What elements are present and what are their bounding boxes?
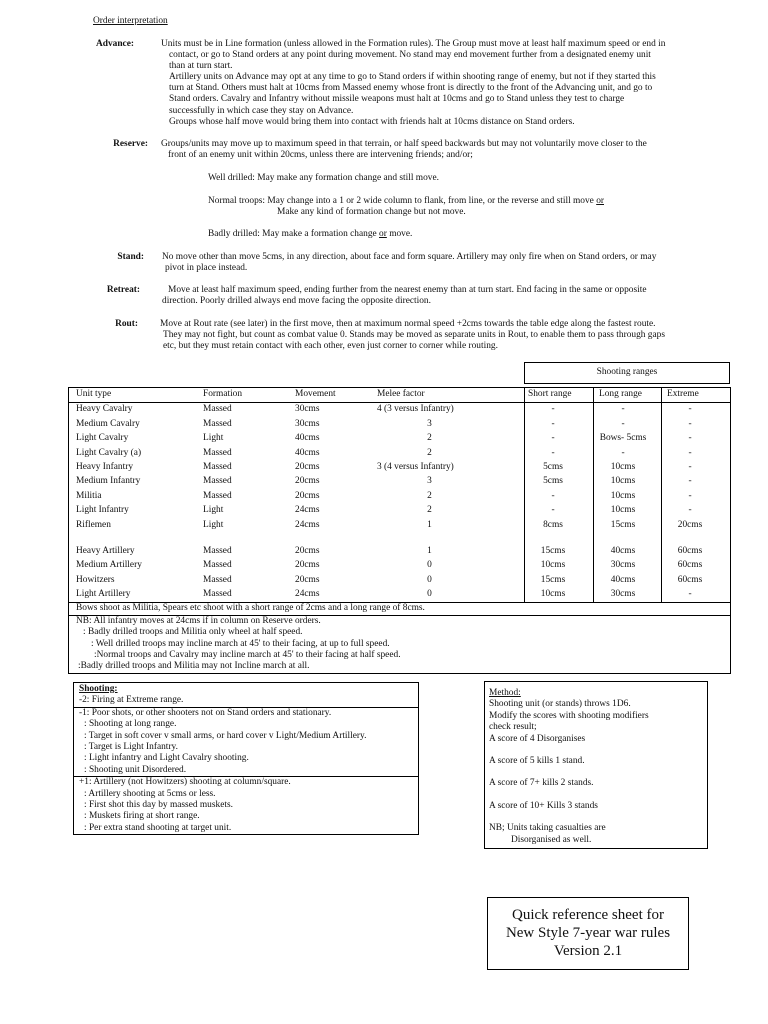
cell-movement: 24cms xyxy=(295,589,320,600)
retreat-label: Retreat: xyxy=(106,285,140,295)
cell-unit-type: Medium Cavalry xyxy=(76,418,140,429)
unit-rows xyxy=(69,403,730,533)
cell-melee-factor: 2 xyxy=(427,490,432,501)
cell-short-range: 15cms xyxy=(540,545,566,556)
cell-unit-type: Medium Artillery xyxy=(76,560,142,571)
method-result: A score of 5 kills 1 stand. xyxy=(489,755,585,766)
cell-formation: Massed xyxy=(203,545,232,556)
cell-movement: 30cms xyxy=(295,418,320,429)
cell-movement: 24cms xyxy=(295,505,320,516)
bows-note: Bows shoot as Militia, Spears etc shoot with a short range of 2cms and a long range of 8cms. xyxy=(76,603,425,614)
cell-short-range: 15cms xyxy=(540,574,566,585)
artillery-rows xyxy=(69,545,730,603)
cell-short-range: 10cms xyxy=(540,560,566,571)
cell-melee-factor: 4 (3 versus Infantry) xyxy=(377,404,454,415)
cell-unit-type: Light Infantry xyxy=(76,505,129,516)
modifier-line: : Shooting unit Disordered. xyxy=(84,764,187,775)
shooting-ranges-header: Shooting ranges xyxy=(524,362,730,384)
cell-movement: 30cms xyxy=(295,404,320,415)
cell-formation: Massed xyxy=(203,418,232,429)
modifier-line: : Light infantry and Light Cavalry shooting. xyxy=(84,753,249,764)
cell-melee-factor: 2 xyxy=(427,433,432,444)
table-row xyxy=(69,588,730,602)
column-divider xyxy=(524,388,525,603)
cell-formation: Massed xyxy=(203,404,232,415)
table-row xyxy=(69,403,730,417)
table-row xyxy=(69,432,730,446)
reserve-text: Groups/units may move up to maximum speed in that terrain, or half speed backwards but may not voluntarily move closer to the front of an enemy unit within 20cms, unless there are intervening friends; and/or; xyxy=(161,139,647,161)
table-header-row xyxy=(69,388,730,403)
cell-movement: 20cms xyxy=(295,461,320,472)
table-row xyxy=(69,475,730,489)
cell-unit-type: Light Cavalry (a) xyxy=(76,447,142,458)
title-line-3: Version 2.1 xyxy=(553,943,623,959)
reserve-label: Reserve: xyxy=(113,139,148,149)
header-long-range: Long range xyxy=(599,389,642,399)
nb-line: :Normal troops and Cavalry may incline march at 45' to their facing at half speed. xyxy=(94,650,401,661)
cell-formation: Light xyxy=(203,505,224,516)
cell-long-range: - xyxy=(621,404,625,415)
cell-melee-factor: 3 xyxy=(427,418,432,429)
nb-line: : Badly drilled troops and Militia only wheel at half speed. xyxy=(83,627,303,638)
header-unit-type: Unit type xyxy=(76,389,112,399)
cell-long-range: Bows- 5cms xyxy=(599,433,647,444)
cell-melee-factor: 3 (4 versus Infantry) xyxy=(377,461,454,472)
cell-formation: Massed xyxy=(203,560,232,571)
cell-formation: Massed xyxy=(203,476,232,487)
cell-long-range: 40cms xyxy=(610,574,636,585)
cell-movement: 40cms xyxy=(295,447,320,458)
table-row xyxy=(69,447,730,461)
header-formation: Formation xyxy=(203,389,243,399)
method-result: A score of 10+ Kills 3 stands xyxy=(489,800,598,811)
method-nb: Disorganised as well. xyxy=(511,834,592,845)
cell-melee-factor: 2 xyxy=(427,505,432,516)
title-line-1: Quick reference sheet for xyxy=(512,907,664,923)
table-row xyxy=(69,559,730,573)
nb-line: :Badly drilled troops and Militia may not Incline march at all. xyxy=(78,661,310,672)
title-line-2: New Style 7-year war rules xyxy=(505,925,671,941)
cell-long-range: 10cms xyxy=(610,490,636,501)
cell-short-range: - xyxy=(551,490,555,501)
cell-long-range: 30cms xyxy=(610,589,636,600)
cell-movement: 20cms xyxy=(295,574,320,585)
cell-formation: Massed xyxy=(203,447,232,458)
modifier-line: +1: Artillery (not Howitzers) shooting at column/square. xyxy=(79,777,291,788)
reserve-well-drilled: Well drilled: May make any formation change and still move. xyxy=(208,173,439,183)
modifier-line: -1: Poor shots, or other shooters not on Stand orders and stationary. xyxy=(79,707,332,718)
cell-long-range: 10cms xyxy=(610,461,636,472)
cell-long-range: - xyxy=(621,447,625,458)
page-heading: Order interpretation xyxy=(93,16,168,26)
table-notes xyxy=(69,602,730,672)
cell-extreme: - xyxy=(688,490,692,501)
stand-text: No move other than move 5cms, in any direction, about face and form square. Artillery may only fire when on Stand orders, or may pivot in place instead. xyxy=(162,252,657,274)
header-melee-factor: Melee factor xyxy=(377,389,425,399)
cell-unit-type: Heavy Cavalry xyxy=(76,404,133,415)
modifier-line: : Shooting at long range. xyxy=(84,719,177,730)
method-line: Modify the scores with shooting modifiers xyxy=(489,710,649,721)
cell-movement: 40cms xyxy=(295,433,320,444)
modifier-line: : Artillery shooting at 5cms or less. xyxy=(84,788,216,799)
cell-extreme: - xyxy=(688,589,692,600)
modifier-line: : First shot this day by massed muskets. xyxy=(84,799,233,810)
cell-short-range: 10cms xyxy=(540,589,566,600)
method-box xyxy=(484,681,708,849)
cell-formation: Massed xyxy=(203,461,232,472)
cell-short-range: 8cms xyxy=(543,519,563,530)
rout-label: Rout: xyxy=(115,319,138,329)
method-nb: NB; Units taking casualties are xyxy=(489,823,606,834)
cell-short-range: - xyxy=(551,418,555,429)
cell-extreme: 60cms xyxy=(677,545,703,556)
header-extreme: Extreme xyxy=(667,389,699,399)
cell-extreme: - xyxy=(688,461,692,472)
modifier-line: : Per extra stand shooting at target unit. xyxy=(84,822,232,833)
cell-melee-factor: 2 xyxy=(427,447,432,458)
cell-short-range: - xyxy=(551,433,555,444)
cell-movement: 20cms xyxy=(295,545,320,556)
modifier-line: -2: Firing at Extreme range. xyxy=(79,695,184,706)
cell-movement: 20cms xyxy=(295,476,320,487)
retreat-text: Move at least half maximum speed, ending further from the nearest enemy than at turn start. End facing in the same or opposite direction. Poorly drilled always end move facing the opposite direction. xyxy=(162,285,647,307)
cell-movement: 24cms xyxy=(295,519,320,530)
cell-extreme: - xyxy=(688,418,692,429)
cell-short-range: - xyxy=(551,447,555,458)
cell-melee-factor: 1 xyxy=(427,519,432,530)
table-row xyxy=(69,461,730,475)
header-movement: Movement xyxy=(295,389,336,399)
title-box xyxy=(487,897,689,970)
cell-melee-factor: 0 xyxy=(427,589,432,600)
cell-extreme: 60cms xyxy=(677,574,703,585)
table-row xyxy=(69,574,730,588)
cell-melee-factor: 0 xyxy=(427,560,432,571)
shooting-modifiers-box xyxy=(73,682,419,835)
table-row xyxy=(69,545,730,559)
cell-formation: Light xyxy=(203,433,224,444)
shooting-title: Shooting: xyxy=(79,684,118,694)
cell-unit-type: Militia xyxy=(76,490,102,501)
cell-extreme: - xyxy=(688,433,692,444)
reserve-normal-troops-2: Make any kind of formation change but not move. xyxy=(277,207,466,217)
cell-formation: Massed xyxy=(203,490,232,501)
method-title: Method: xyxy=(489,688,521,698)
cell-long-range: 10cms xyxy=(610,476,636,487)
table-row xyxy=(69,519,730,533)
cell-unit-type: Medium Infantry xyxy=(76,476,141,487)
cell-short-range: - xyxy=(551,505,555,516)
cell-melee-factor: 1 xyxy=(427,545,432,556)
cell-extreme: - xyxy=(688,476,692,487)
cell-extreme: - xyxy=(688,404,692,415)
cell-extreme: - xyxy=(688,447,692,458)
modifier-line: : Muskets firing at short range. xyxy=(84,811,200,822)
stand-label: Stand: xyxy=(117,252,144,262)
advance-text: Units must be in Line formation (unless allowed in the Formation rules). The Group must move at least half maximum speed or end in contact, or go to Stand orders at any point during movement. No stand may end movement further from a designated enemy unit than at turn start. Artillery units on Advance may opt at any time to go to Stand orders if within shooting range of enemy, but not if they started this turn at Stand. Others must halt at 10cms from Massed enemy whose front is directly to the front of the Advancing unit, and go to Stand orders. Cavalry and Infantry without missile weapons must halt at 10cms and go to Stand unless they test to charge successfully in which case they stay on Advance. Groups whose half move would bring them into contact with friends halt at 10cms distance on Stand orders. xyxy=(161,39,666,127)
cell-formation: Massed xyxy=(203,574,232,585)
cell-long-range: 30cms xyxy=(610,560,636,571)
cell-formation: Light xyxy=(203,519,224,530)
reserve-badly-drilled: Badly drilled: May make a formation change or move. xyxy=(208,229,413,239)
cell-unit-type: Heavy Artillery xyxy=(76,545,135,556)
cell-short-range: 5cms xyxy=(543,476,563,487)
cell-movement: 20cms xyxy=(295,560,320,571)
advance-label: Advance: xyxy=(95,39,134,49)
table-row xyxy=(69,504,730,518)
method-line: check result; xyxy=(489,722,537,733)
cell-long-range: 40cms xyxy=(610,545,636,556)
cell-extreme: - xyxy=(688,505,692,516)
column-divider xyxy=(593,388,594,603)
reserve-normal-troops: Normal troops: May change into a 1 or 2 wide column to flank, from line, or the reverse and still move or xyxy=(208,196,604,206)
cell-short-range: 5cms xyxy=(543,461,563,472)
cell-short-range: - xyxy=(551,404,555,415)
cell-unit-type: Riflemen xyxy=(76,519,111,530)
cell-unit-type: Heavy Infantry xyxy=(76,461,134,472)
cell-long-range: 15cms xyxy=(610,519,636,530)
modifier-line: : Target is Light Infantry. xyxy=(84,741,178,752)
cell-long-range: 10cms xyxy=(610,505,636,516)
header-short-range: Short range xyxy=(528,389,572,399)
cell-melee-factor: 3 xyxy=(427,476,432,487)
cell-unit-type: Light Cavalry xyxy=(76,433,129,444)
table-row xyxy=(69,418,730,432)
cell-unit-type: Light Artillery xyxy=(76,589,131,600)
rout-text: Move at Rout rate (see later) in the first move, then at maximum normal speed +2cms towards the table edge along the fastest route. They may not fight, but count as combat value 0. Stands may be moved as separate units in Rout, to enable them to pass through gaps etc, but they must retain contact with each other, even just corner to corner while routing. xyxy=(160,319,665,352)
unit-table xyxy=(68,387,731,674)
cell-formation: Massed xyxy=(203,589,232,600)
cell-long-range: - xyxy=(621,418,625,429)
cell-extreme: 60cms xyxy=(677,560,703,571)
cell-unit-type: Howitzers xyxy=(76,574,115,585)
nb-line: NB: All infantry moves at 24cms if in column on Reserve orders. xyxy=(76,615,321,626)
cell-movement: 20cms xyxy=(295,490,320,501)
table-row xyxy=(69,490,730,504)
table-spacer xyxy=(69,533,730,545)
cell-melee-factor: 0 xyxy=(427,574,432,585)
column-divider xyxy=(661,388,662,603)
cell-extreme: 20cms xyxy=(677,519,703,530)
method-line: Shooting unit (or stands) throws 1D6. xyxy=(489,699,631,710)
nb-line: : Well drilled troops may incline march at 45' to their facing, at up to full speed. xyxy=(91,638,390,649)
modifier-line: : Target in soft cover v small arms, or hard cover v Light/Medium Artillery. xyxy=(84,730,367,741)
method-result: A score of 7+ kills 2 stands. xyxy=(489,778,594,789)
method-result: A score of 4 Disorganises xyxy=(489,733,586,744)
